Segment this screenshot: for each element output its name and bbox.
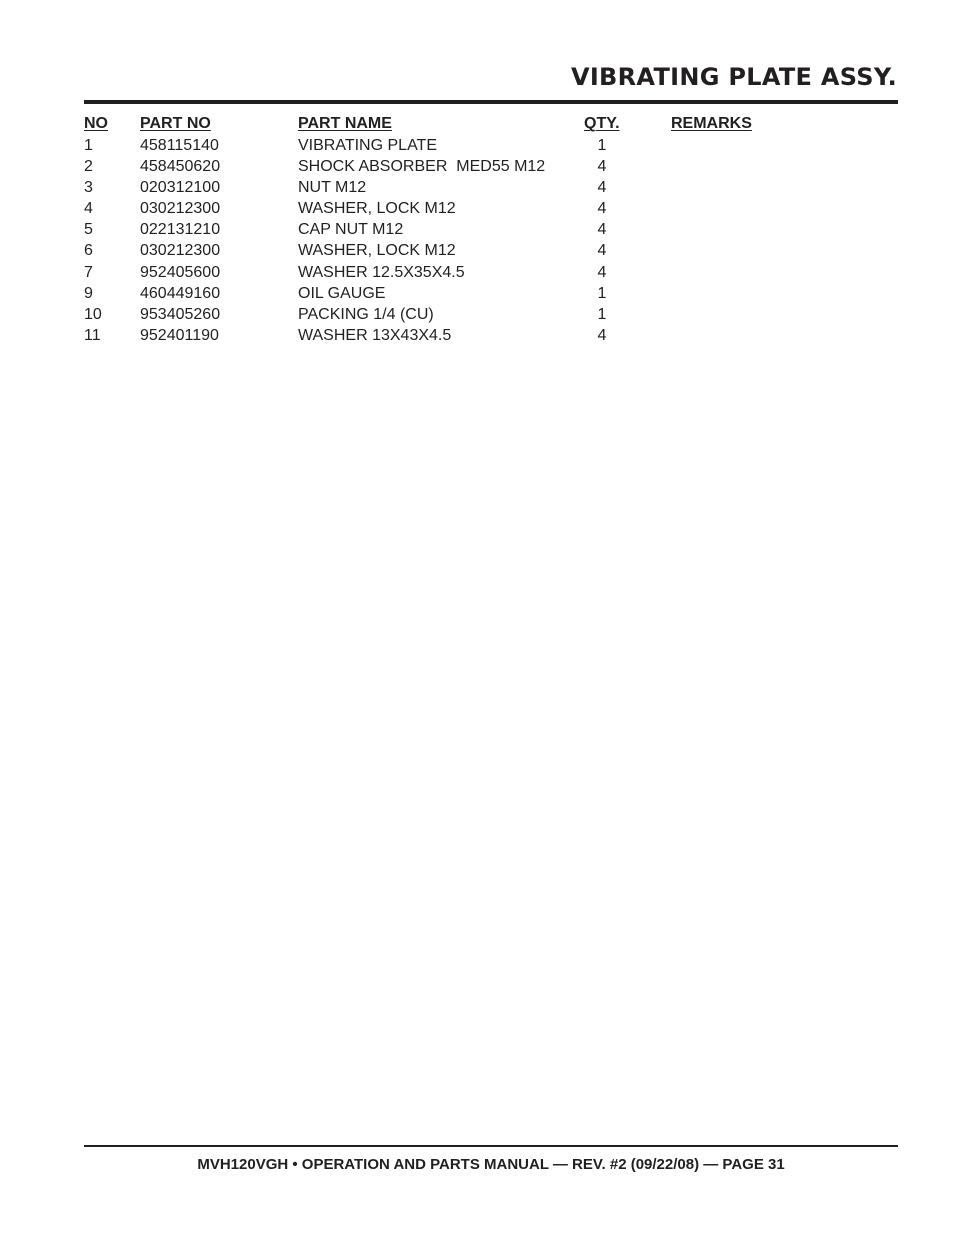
header-no: NO — [84, 115, 108, 132]
row-no: 11 — [84, 326, 101, 344]
table-header-row — [84, 113, 844, 135]
row-part-no: 952405600 — [140, 263, 221, 281]
table-row — [84, 325, 844, 346]
row-part-no: 020312100 — [140, 179, 221, 197]
row-qty: 4 — [597, 263, 607, 281]
table-row — [84, 198, 844, 219]
title-divider — [84, 100, 898, 104]
page-title: VIBRATING PLATE ASSY. — [570, 63, 897, 91]
row-qty: 4 — [597, 326, 607, 344]
row-no: 4 — [84, 200, 93, 218]
row-qty: 1 — [597, 137, 607, 154]
table-row — [84, 177, 844, 198]
table-row — [84, 156, 844, 177]
table-row — [84, 262, 844, 283]
row-qty: 4 — [597, 200, 607, 218]
row-part-name: WASHER, LOCK M12 — [298, 242, 456, 260]
header-part-no: PART NO — [140, 115, 211, 132]
row-part-name: PACKING 1/4 (CU) — [298, 305, 434, 323]
row-no: 2 — [84, 158, 93, 176]
table-row — [84, 240, 844, 261]
row-part-no: 460449160 — [140, 284, 221, 302]
row-part-name: WASHER, LOCK M12 — [298, 200, 456, 218]
footer-divider — [84, 1145, 898, 1147]
table-row — [84, 304, 844, 325]
header-remarks: REMARKS — [671, 115, 752, 132]
row-part-no: 458450620 — [140, 158, 221, 176]
row-no: 6 — [84, 242, 93, 260]
row-qty: 4 — [597, 179, 607, 197]
row-part-name: SHOCK ABSORBER MED55 M12 — [298, 158, 546, 176]
row-no: 3 — [84, 179, 93, 197]
row-part-no: 022131210 — [140, 221, 221, 239]
row-part-no: 458115140 — [140, 137, 219, 154]
page-footer: MVH120VGH • OPERATION AND PARTS MANUAL — REV. #2 (09/22/08) — PAGE 31 — [197, 1156, 785, 1173]
row-qty: 1 — [597, 284, 607, 302]
row-part-no: 030212300 — [140, 200, 221, 218]
row-no: 9 — [84, 284, 93, 302]
row-no: 10 — [84, 305, 102, 323]
row-part-name: WASHER 12.5X35X4.5 — [298, 263, 465, 281]
row-part-name: NUT M12 — [298, 179, 367, 197]
row-no: 1 — [84, 137, 93, 154]
row-no: 7 — [84, 263, 93, 281]
row-qty: 4 — [597, 221, 607, 239]
row-qty: 1 — [597, 305, 607, 323]
table-row — [84, 135, 844, 156]
row-part-name: OIL GAUGE — [298, 284, 386, 302]
parts-table — [84, 113, 844, 346]
row-part-name: CAP NUT M12 — [298, 221, 404, 239]
row-qty: 4 — [597, 158, 607, 176]
row-part-no: 952401190 — [140, 326, 219, 344]
table-row — [84, 283, 844, 304]
row-no: 5 — [84, 221, 93, 239]
table-row — [84, 219, 844, 240]
row-part-no: 030212300 — [140, 242, 221, 260]
row-part-name: VIBRATING PLATE — [298, 137, 437, 154]
row-part-no: 953405260 — [140, 305, 221, 323]
row-part-name: WASHER 13X43X4.5 — [298, 326, 452, 344]
header-qty: QTY. — [584, 115, 620, 132]
header-part-name: PART NAME — [298, 115, 392, 132]
row-qty: 4 — [597, 242, 607, 260]
